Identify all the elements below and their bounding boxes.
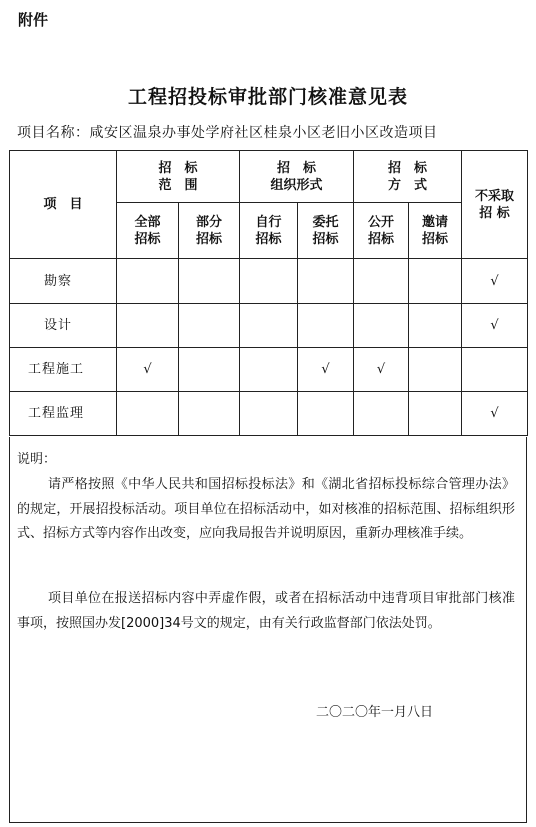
empty-cell — [179, 348, 240, 392]
empty-cell — [462, 348, 528, 392]
empty-cell — [117, 259, 179, 304]
table-row — [10, 304, 528, 348]
sub-header-entrusted: 委托 招标 — [298, 203, 354, 259]
check-mark-cell: √ — [354, 348, 409, 392]
table-row — [10, 259, 528, 304]
empty-cell — [117, 304, 179, 348]
row-label: 工程监理 — [10, 392, 117, 436]
sub-header-invited: 邀请 招标 — [409, 203, 462, 259]
table-row — [10, 348, 528, 392]
empty-cell — [354, 304, 409, 348]
header-row-groups — [10, 151, 528, 203]
item-header: 项 目 — [10, 151, 117, 259]
empty-cell — [179, 259, 240, 304]
empty-cell — [298, 259, 354, 304]
notes-box — [9, 437, 527, 823]
group-header-method: 招 标 方 式 — [354, 151, 462, 203]
empty-cell — [179, 392, 240, 436]
check-mark-cell: √ — [462, 392, 528, 436]
check-mark-cell: √ — [117, 348, 179, 392]
empty-cell — [179, 304, 240, 348]
attachment-label: 附件 — [18, 11, 49, 29]
issue-date: 二〇二〇年一月八日 — [316, 705, 434, 720]
empty-cell — [240, 304, 298, 348]
empty-cell — [409, 348, 462, 392]
notes-label: 说明： — [17, 452, 57, 467]
notes-paragraph-2: 项目单位在报送招标内容中弄虚作假，或者在招标活动中违背项目审批部门核准事项，按照国办发[2000]34号文的规定，由有关行政监督部门依法处罚。 — [17, 591, 515, 631]
empty-cell — [240, 259, 298, 304]
row-label: 设计 — [10, 304, 117, 348]
check-mark-cell: √ — [298, 348, 354, 392]
notes-paragraph-1: 请严格按照《中华人民共和国招标投标法》和《湖北省招标投标综合管理办法》的规定，开展招投标活动。项目单位在招标活动中，如对核准的招标范围、招标组织形式、招标方式等内容作出改变，应向我局报告并说明原因，重新办理核准手续。 — [17, 477, 515, 541]
form-title: 工程招投标审批部门核准意见表 — [127, 86, 408, 108]
project-name-line: 项目名称：咸安区温泉办事处学府社区桂泉小区老旧小区改造项目 — [17, 125, 438, 141]
row-label: 工程施工 — [10, 348, 117, 392]
empty-cell — [298, 392, 354, 436]
empty-cell — [409, 259, 462, 304]
row-label: 勘察 — [10, 259, 117, 304]
group-header-organization: 招 标 组织形式 — [240, 151, 354, 203]
sub-header-partial: 部分 招标 — [179, 203, 240, 259]
empty-cell — [240, 392, 298, 436]
no-tender-header: 不采取 招 标 — [462, 151, 528, 259]
empty-cell — [409, 392, 462, 436]
empty-cell — [298, 304, 354, 348]
check-mark-cell: √ — [462, 304, 528, 348]
sub-header-full: 全部 招标 — [117, 203, 179, 259]
group-header-scope: 招 标 范 围 — [117, 151, 240, 203]
empty-cell — [354, 259, 409, 304]
empty-cell — [240, 348, 298, 392]
approval-table — [9, 150, 528, 436]
table-row — [10, 392, 528, 436]
empty-cell — [117, 392, 179, 436]
sub-header-self: 自行 招标 — [240, 203, 298, 259]
check-mark-cell: √ — [462, 259, 528, 304]
empty-cell — [354, 392, 409, 436]
sub-header-open: 公开 招标 — [354, 203, 409, 259]
empty-cell — [409, 304, 462, 348]
